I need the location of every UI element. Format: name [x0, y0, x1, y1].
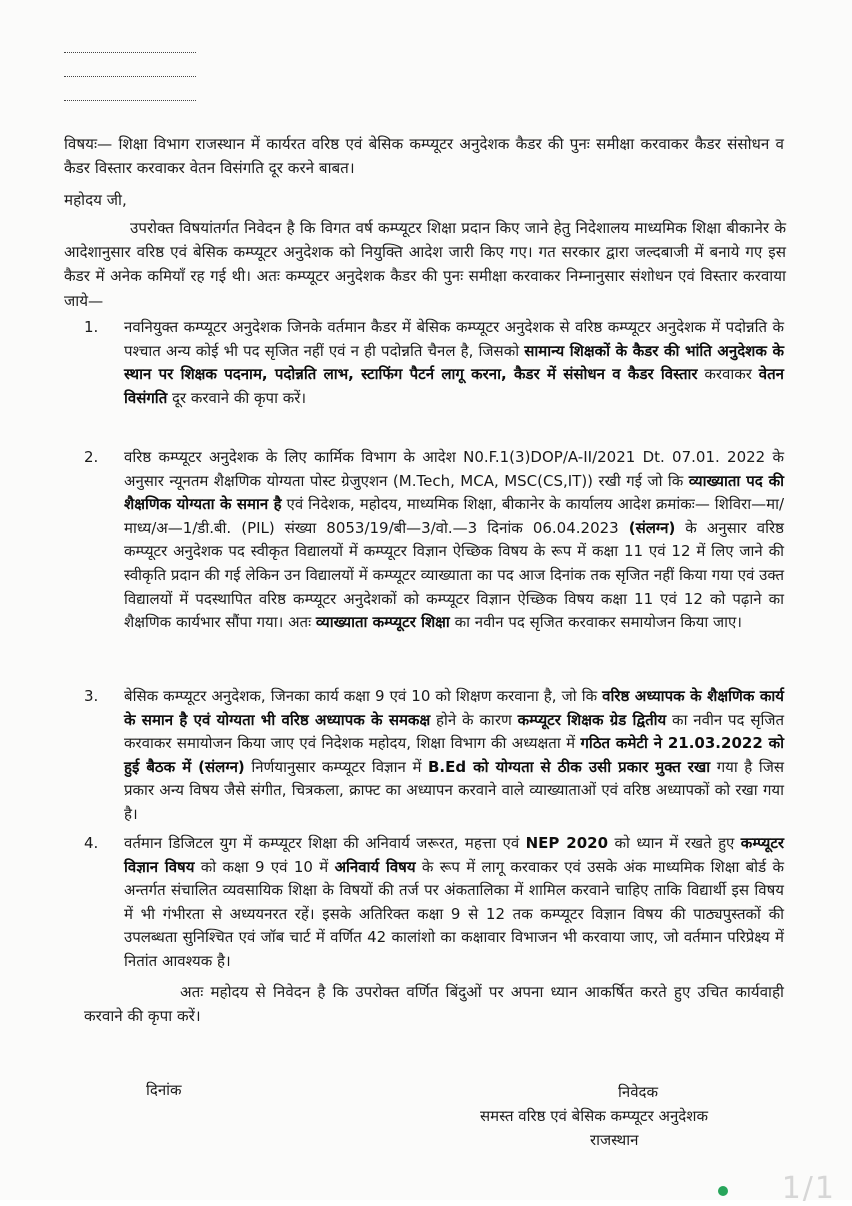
point-number: 3.: [84, 687, 99, 705]
point-4: [84, 832, 784, 974]
signature-title: निवेदक: [618, 1083, 659, 1101]
page-marker: 1/1: [781, 1171, 836, 1206]
address-blank-line-1: [64, 52, 196, 53]
date-label: दिनांक: [146, 1081, 182, 1099]
signature-block: [470, 1080, 790, 1152]
point-body: वरिष्ठ कम्प्यूटर अनुदेशक के लिए कार्मिक विभाग के आदेश N0.F.1(3)DOP/A-II/2021 Dt. 07.01. 2022 के अनुसार न्यूनतम शैक्षणिक योग्यता पोस्ट ग्रेजुएशन (M.Tech, MCA, MSC(CS,IT)) रखी गई जो कि व्याख्याता पद की शैक्षणिक योग्यता के समान है एवं निदेशक, महोदय, माध्यमिक शिक्षा, बीकानेर के कार्यालय आदेश क्रमांकः— शिविरा—मा/माध्य/अ—1/डी.बी. (PIL) संख्या 8053/19/बी—3/वो.—3 दिनांक 06.04.2023 (संलग्न) के अनुसार वरिष्ठ कम्प्यूटर अनुदेशक पद स्वीकृत विद्यालयों में कम्प्यूटर विज्ञान ऐच्छिक विषय के रूप में कक्षा 11 एवं 12 में लिए जाने की स्वीकृति प्रदान की गई लेकिन उन विद्यालयों में कम्प्यूटर व्याख्याता का पद आज दिनांक तक सृजित नहीं किया गया एवं उक्त विद्यालयों में पदस्थापित वरिष्ठ कम्प्यूटर अनुदेशकों को कम्प्यूटर विज्ञान ऐच्छिक विषय कक्षा 11 एवं 12 को पढ़ाने का शैक्षणिक कार्यभार सौंपा गया। अतः व्याख्याता कम्प्यूटर शिक्षा का नवीन पद सृजित करवाकर समायोजन किया जाए।: [124, 448, 785, 632]
point-number: 4.: [84, 834, 99, 852]
point-number: 1.: [84, 318, 99, 336]
closing-paragraph: अतः महोदय से निवेदन है कि उपरोक्त वर्णित बिंदुओं पर अपना ध्यान आकर्षित करते हुए उचित कार्यवाही करवाने की कृपा करें।: [84, 983, 784, 1026]
point-3: [84, 685, 784, 827]
signature-sender: समस्त वरिष्ठ एवं बेसिक कम्प्यूटर अनुदेशक: [480, 1107, 708, 1125]
subject-line: विषयः— शिक्षा विभाग राजस्थान में कार्यरत वरिष्ठ एवं बेसिक कम्प्यूटर अनुदेशक कैडर की पुनः समीक्षा करवाकर कैडर संसोधन व कैडर विस्तार करवाकर वेतन विसंगति दूर करने बाबत।: [64, 135, 784, 178]
signature-state: राजस्थान: [590, 1131, 639, 1149]
point-2: [84, 446, 784, 635]
address-blank-line-3: [64, 100, 196, 101]
salutation: महोदय जी,: [64, 191, 127, 209]
point-body: बेसिक कम्प्यूटर अनुदेशक, जिनका कार्य कक्षा 9 एवं 10 को शिक्षण करवाना है, जो कि वरिष्ठ अध्यापक के शैक्षणिक कार्य के समान है एवं योग्यता भी वरिष्ठ अध्यापक के समकक्ष होने के कारण कम्प्यूटर शिक्षक ग्रेड द्वितीय का नवीन पद सृजित करवाकर समायोजन किया जाए एवं निदेशक महोदय, शिक्षा विभाग की अध्यक्षता में गठित कमेटी ने 21.03.2022 को हुई बैठक में (संलग्न) निर्णयानुसार कम्प्यूटर विज्ञान में B.Ed को योग्यता से ठीक उसी प्रकार मुक्त रखा गया है जिस प्रकार अन्य विषय जैसे संगीत, चित्रकला, क्राफ्ट का अध्यापन करवाने वाले व्याख्याताओं एवं वरिष्ठ अध्यापकों को रखा गया है।: [124, 687, 785, 823]
point-1: [84, 316, 784, 410]
point-body: नवनियुक्त कम्प्यूटर अनुदेशक जिनके वर्तमान कैडर में बेसिक कम्प्यूटर अनुदेशक से वरिष्ठ कम्प्यूटर अनुदेशक में पदोन्नति के पश्चात अन्य कोई भी पद सृजित नहीं एवं न ही पदोन्नति चैनल है, जिसको सामान्य शिक्षकों के कैडर की भांति अनुदेशक के स्थान पर शिक्षक पदनाम, पदोन्नति लाभ, स्टाफिंग पैटर्न लागू करना, कैडर में संसोधन व कैडर विस्तार करवाकर वेतन विसंगति दूर करवाने की कृपा करें।: [124, 318, 784, 407]
intro-paragraph: उपरोक्त विषयांतर्गत निवेदन है कि विगत वर्ष कम्प्यूटर शिक्षा प्रदान किए जाने हेतु निदेशालय माध्यमिक शिक्षा बीकानेर के आदेशानुसार वरिष्ठ एवं बेसिक कम्प्यूटर अनुदेशक को नियुक्ति आदेश जारी किए गए। गत सरकार द्वारा जल्दबाजी में बनाये गए इस कैडर में अनेक कमियाँ रह गई थी। अतः कम्प्यूटर अनुदेशक कैडर की पुनः समीक्षा करवाकर निम्नानुसार संशोधन एवं विस्तार करवाया जाये—: [64, 219, 786, 310]
point-number: 2.: [84, 448, 99, 466]
point-body: वर्तमान डिजिटल युग में कम्प्यूटर शिक्षा की अनिवार्य जरूरत, महत्ता एवं NEP 2020 को ध्यान में रखते हुए कम्प्यूटर विज्ञान विषय को कक्षा 9 एवं 10 में अनिवार्य विषय के रूप में लागू करवाकर एवं उसके अंक माध्यमिक शिक्षा बोर्ड के अन्तर्गत संचालित व्यवसायिक शिक्षा के विषयों की तर्ज पर अंकतालिका में शामिल करवाने चाहिए ताकि विद्यार्थी इस विषय में भी गंभीरता से अध्ययनरत रहें। इसके अतिरिक्त कक्षा 9 से 12 तक कम्प्यूटर विज्ञान विषय की पाठ्यपुस्तकों की उपलब्धता सुनिश्चित एवं जॉब चार्ट में वर्णित 42 कालांशो का कक्षावार विभाजन भी करवाया जाए, जो वर्तमान परिप्रेक्ष्य में नितांत आवश्यक है।: [124, 834, 785, 970]
address-blank-line-2: [64, 76, 196, 77]
scanner-logo-icon: [718, 1186, 728, 1196]
